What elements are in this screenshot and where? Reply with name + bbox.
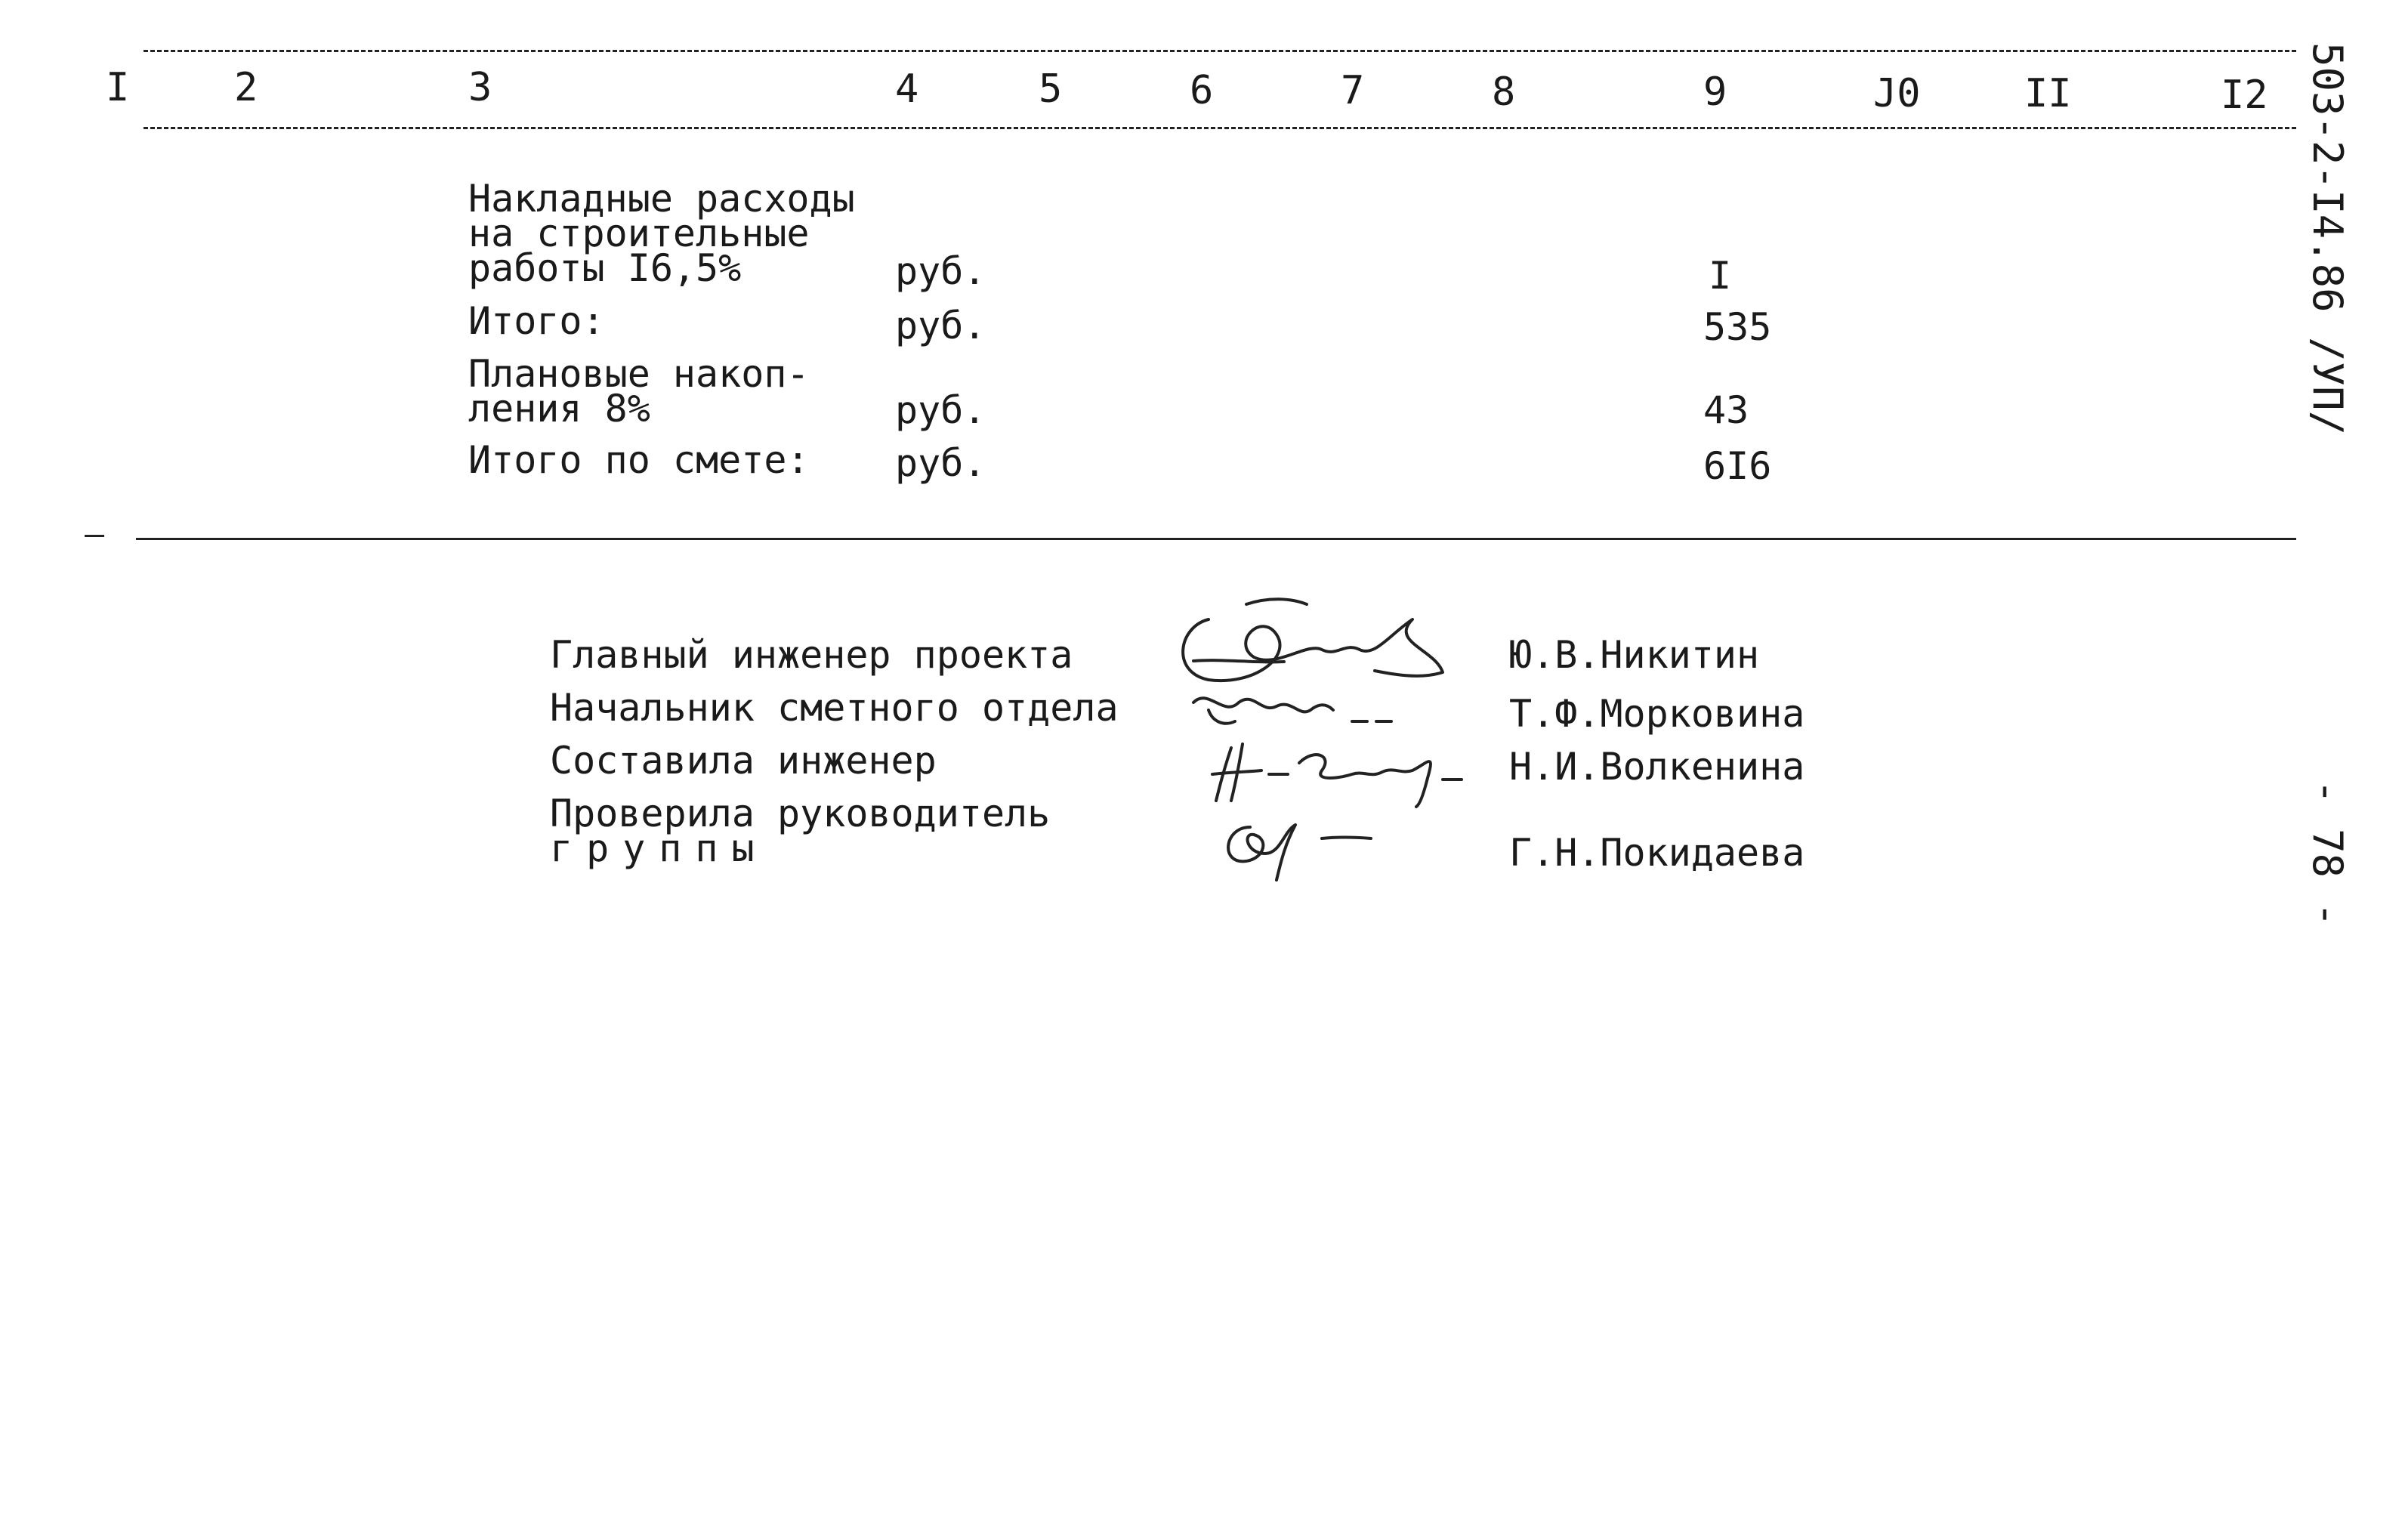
column-header-9: 9 <box>1703 69 1727 115</box>
document-code: 503-2-I4.86 /УП/ <box>2304 42 2351 436</box>
page-number: - 78 - <box>2304 780 2351 928</box>
signature-role: группы <box>550 826 768 870</box>
row-unit: руб. <box>895 388 986 432</box>
signature-name: Т.Ф.Морковина <box>1509 692 1805 736</box>
row-name-line: работы I6,5% <box>468 246 742 290</box>
row-name-line: Плановые накоп- <box>468 352 810 396</box>
row-name-line: Итого: <box>468 299 605 343</box>
rule-tick <box>85 535 104 537</box>
column-header-1: I <box>106 65 130 110</box>
row-unit: руб. <box>895 441 986 485</box>
top-rule <box>144 50 2296 52</box>
column-header-2: 2 <box>234 65 258 110</box>
row-value: I <box>1709 254 1732 298</box>
row-unit: руб. <box>895 249 986 293</box>
signature-name: Ю.В.Никитин <box>1509 633 1760 677</box>
signature-role: Составила инженер <box>550 739 937 783</box>
signature-role: Проверила руководитель <box>550 792 1051 835</box>
column-header-10: J0 <box>1873 71 1921 116</box>
row-value: 6I6 <box>1703 444 1772 488</box>
row-value: 43 <box>1703 388 1749 432</box>
signature-3-image <box>1201 733 1488 808</box>
row-value: 535 <box>1703 305 1772 349</box>
signature-4-image <box>1209 808 1390 884</box>
column-header-6: 6 <box>1190 68 1214 113</box>
column-header-5: 5 <box>1039 66 1063 112</box>
row-name-line: на строительные <box>468 211 810 255</box>
column-header-12: I2 <box>2221 73 2268 118</box>
row-name-line: Итого по смете: <box>468 438 810 482</box>
column-header-4: 4 <box>895 66 919 112</box>
row-name-line: ления 8% <box>468 387 650 431</box>
header-bottom-rule <box>144 127 2296 129</box>
row-name-line: Накладные расходы <box>468 177 855 221</box>
signature-name: Н.И.Волкенина <box>1509 745 1805 789</box>
signature-role: Начальник сметного отдела <box>550 686 1119 730</box>
column-header-11: II <box>2024 71 2072 116</box>
signature-name: Г.Н.Покидаева <box>1509 831 1805 875</box>
column-header-3: 3 <box>468 65 492 110</box>
column-header-7: 7 <box>1341 68 1365 113</box>
signature-role: Главный инженер проекта <box>550 633 1073 677</box>
table-bottom-rule <box>136 538 2296 540</box>
signature-2-image <box>1178 680 1405 740</box>
column-header-8: 8 <box>1492 69 1516 115</box>
row-unit: руб. <box>895 304 986 347</box>
